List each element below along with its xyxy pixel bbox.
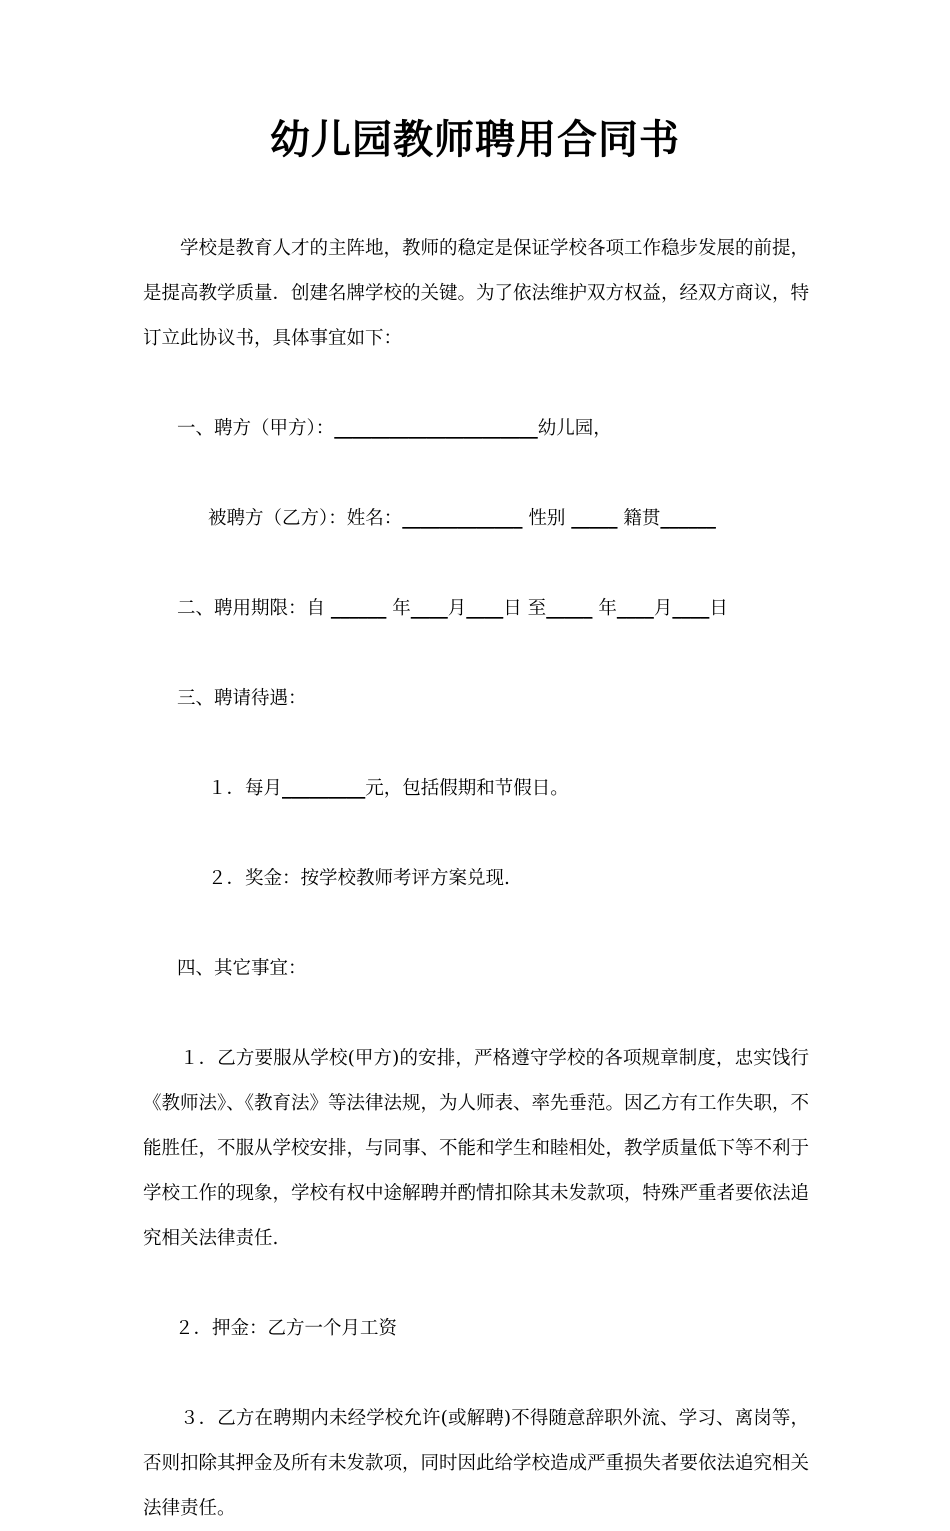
start-month-blank[interactable]: ____	[410, 598, 448, 619]
party-b-name-blank[interactable]: _____________	[402, 508, 523, 529]
spacer	[143, 361, 809, 406]
spacer	[143, 811, 809, 856]
monthly-salary-suffix: 元，包括假期和节假日。	[365, 778, 569, 799]
section-2-label: 二、聘用期限：自	[177, 598, 331, 619]
day-unit-2: 日	[709, 598, 728, 619]
page-title: 幼儿园教师聘用合同书	[270, 117, 680, 163]
party-b-label: 被聘方（乙方）：姓名：	[208, 508, 403, 529]
start-day-blank[interactable]: ____	[466, 598, 504, 619]
year-unit-1: 年	[386, 598, 411, 619]
spacer	[143, 721, 809, 766]
end-month-blank[interactable]: ____	[616, 598, 654, 619]
section-2-heading	[143, 586, 809, 631]
month-unit-1: 月	[447, 598, 467, 619]
section-3-item-1	[143, 766, 809, 811]
party-b-gender-blank[interactable]: _____	[571, 508, 618, 529]
section-1-heading	[143, 406, 809, 451]
party-b-gender-label: 性别	[522, 508, 572, 529]
section-3-item-2: ２．奖金：按学校教师考评方案兑现.	[208, 868, 510, 889]
end-year-blank[interactable]: _____	[546, 598, 593, 619]
start-year-blank[interactable]: ______	[330, 598, 387, 619]
spacer	[143, 451, 809, 496]
spacer	[143, 991, 809, 1036]
section-4-item-2: ２．押金：乙方一个月工资	[175, 1318, 398, 1339]
party-b-origin-label: 籍贯	[617, 508, 661, 529]
section-1-label: 一、聘方（甲方）：	[177, 418, 335, 439]
day-unit-1: 日 至	[503, 598, 547, 619]
year-unit-2: 年	[592, 598, 617, 619]
party-b-origin-blank[interactable]: ______	[660, 508, 716, 529]
section-4-item-1: １．乙方要服从学校(甲方)的安排，严格遵守学校的各项规章制度，忠实饯行《教师法》、《教育法》等法律法规，为人师表、率先垂范。因乙方有工作失职，不能胜任，不服从学校安排，与同事、不能和学生和睦相处，教学质量低下等不利于学校工作的现象，学校有权中途解聘并酌情扣除其未发款项，特殊严重者要依法追究相关法律责任.	[143, 1048, 810, 1249]
section-1-blank[interactable]: ______________________	[334, 418, 538, 439]
section-3-heading: 三、聘请待遇：	[177, 688, 307, 709]
section-1-trailing: 幼儿园，	[537, 418, 612, 439]
end-day-blank[interactable]: ____	[672, 598, 710, 619]
monthly-salary-label: １．每月	[208, 778, 283, 799]
section-1-sub-line	[143, 496, 809, 541]
monthly-salary-blank[interactable]: _________	[282, 778, 366, 799]
spacer	[143, 631, 809, 676]
section-4-item-3: ３．乙方在聘期内未经学校允许(或解聘)不得随意辞职外流、学习、离岗等，否则扣除其押金及所有未发款项，同时因此给学校造成严重损失者要依法追究相关法律责任。	[143, 1408, 810, 1519]
month-unit-2: 月	[653, 598, 673, 619]
section-4-heading: 四、其它事宜：	[177, 958, 307, 979]
document-body	[143, 226, 809, 1531]
spacer	[143, 541, 809, 586]
spacer	[143, 901, 809, 946]
spacer	[143, 1351, 809, 1396]
preamble-paragraph: 学校是教育人才的主阵地，教师的稳定是保证学校各项工作稳步发展的前提，是提高教学质量．创建名牌学校的关键。为了依法维护双方权益，经双方商议，特订立此协议书，具体事宜如下：	[143, 238, 810, 349]
spacer	[143, 1261, 809, 1306]
